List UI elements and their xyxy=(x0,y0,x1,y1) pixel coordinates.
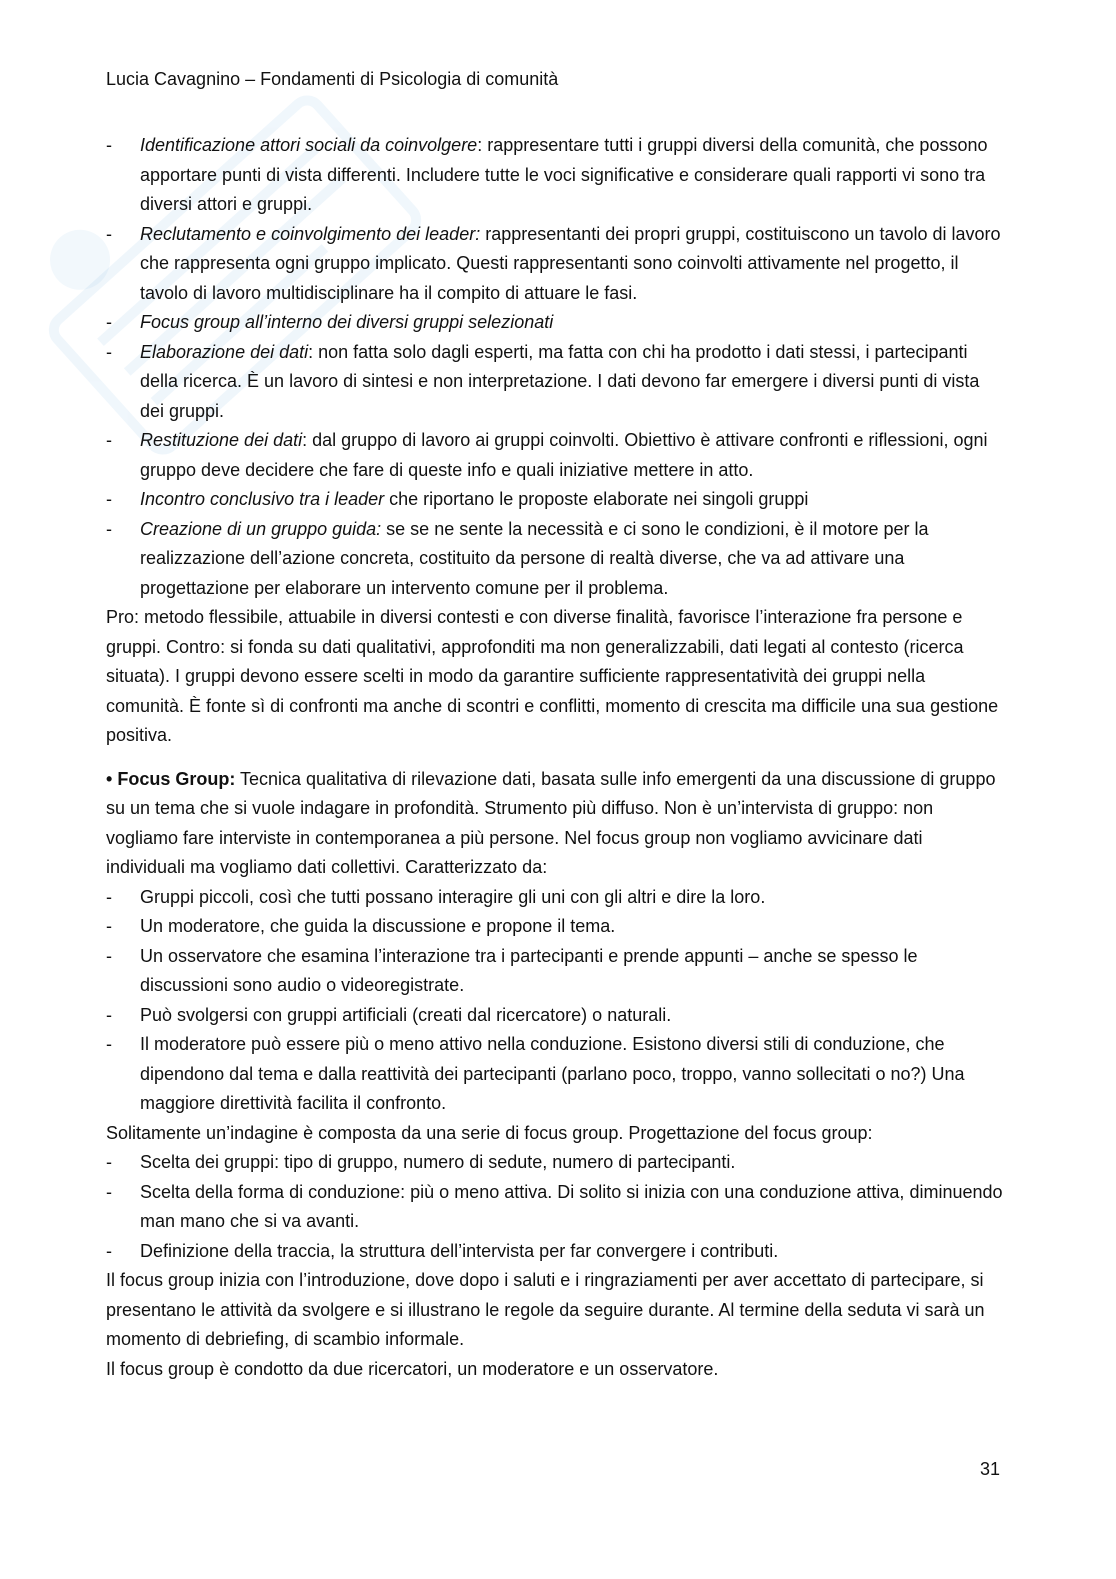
list-item: - Scelta della forma di conduzione: più o meno attiva. Di solito si inizia con una conduzione attiva, diminuendo man mano che si va avanti. xyxy=(106,1178,1006,1237)
step-term: Focus group all’interno dei diversi gruppi selezionati xyxy=(140,312,554,332)
method-steps-list xyxy=(106,131,1006,603)
list-item xyxy=(106,426,1006,485)
page-number: 31 xyxy=(980,1459,1001,1479)
list-item xyxy=(106,515,1006,604)
bullet-glyph: • xyxy=(106,768,113,789)
list-item: - Il moderatore può essere più o meno attivo nella conduzione. Esistono diversi stili di conduzione, che dipendono dal tema e dalla reattività dei partecipanti (parlano poco, troppo, vanno sollecitati o no?) Una maggiore direttività facilita il confronto. xyxy=(106,1030,1006,1119)
step-text: se se ne sente la necessità e ci sono le condizioni, è il motore per la realizzazione dell’azione concreta, costituito da persone di realtà diverse, che va ad attivare una progettazione per elaborare un intervento comune per il problema. xyxy=(140,518,929,598)
step-term: Restituzione dei dati xyxy=(140,430,303,450)
focus-intro-text: Tecnica qualitativa di rilevazione dati, basata sulle info emergenti da una discussione di gruppo su un tema che si vuole indagare in profondità. Strumento più diffuso. Non è un’intervista di gruppo: non vogliamo fare interviste in contemporanea a più persone. Nel focus group non vogliamo avvicinare dati individuali ma vogliamo dati collettivi. Caratterizzato da: xyxy=(106,768,996,877)
focus-traits-list xyxy=(106,883,1006,1119)
list-item: - Gruppi piccoli, così che tutti possano interagire gli uni con gli altri e dire la loro. xyxy=(106,883,1006,913)
closing-paragraph: Il focus group inizia con l’introduzione, dove dopo i saluti e i ringraziamenti per aver accettato di partecipare, si presentano le attività da svolgere e si illustrano le regole da seguire durante. Al termine della seduta vi sarà un momento di debriefing, di scambio informale. xyxy=(106,1270,985,1349)
list-item: - Un osservatore che esamina l’interazione tra i partecipanti e prende appunti – anche se spesso le discussioni sono audio o videoregistrate. xyxy=(106,942,1006,1001)
section-heading: Focus Group: xyxy=(117,768,236,789)
page-header: Lucia Cavagnino – Fondamenti di Psicologia di comunità xyxy=(106,69,559,89)
list-item: - Un moderatore, che guida la discussione e propone il tema. xyxy=(106,912,1006,942)
list-item: - Scelta dei gruppi: tipo di gruppo, numero di sedute, numero di partecipanti. xyxy=(106,1148,1006,1178)
design-steps-list xyxy=(106,1148,1006,1266)
step-term: Incontro conclusivo tra i leader xyxy=(140,489,385,509)
step-term: Reclutamento e coinvolgimento dei leader: xyxy=(140,223,481,244)
list-item: - Può svolgersi con gruppi artificiali (creati dal ricercatore) o naturali. xyxy=(106,1001,1006,1031)
step-text: che riportano le proposte elaborate nei singoli gruppi xyxy=(384,489,809,509)
pro-contro-paragraph: Pro: metodo flessibile, attuabile in diversi contesti e con diverse finalità, favorisce l’interazione fra persone e gruppi. Contro: si fonda su dati qualitativi, approfonditi ma non generalizzabili, dati legati al contesto (ricerca situata). I gruppi devono essere scelti in modo da garantire sufficiente rappresentatività dei gruppi nella comunità. È fonte sì di confronti ma anche di scontri e conflitti, momento di crescita ma difficile una sua gestione positiva. xyxy=(106,607,999,745)
list-item xyxy=(106,131,1006,220)
list-item xyxy=(106,220,1006,309)
step-term: Elaborazione dei dati xyxy=(140,341,309,362)
list-item xyxy=(106,338,1006,427)
page-body xyxy=(106,131,1006,1384)
design-intro-paragraph: Solitamente un’indagine è composta da una serie di focus group. Progettazione del focus group: xyxy=(106,1122,873,1143)
step-text: : dal gruppo di lavoro ai gruppi coinvolti. Obiettivo è attivare confronti e riflessioni, ogni gruppo deve decidere che fare di queste info e quali iniziative mettere in atto. xyxy=(140,430,988,480)
step-text: : rappresentare tutti i gruppi diversi della comunità, che possono apportare punti di vista differenti. Includere tutte le voci significative e considerare quali rapporti vi sono tra diversi attori e gruppi. xyxy=(140,135,988,214)
step-text: rappresentanti dei propri gruppi, costituiscono un tavolo di lavoro che rappresenta ogni gruppo implicato. Questi rappresentanti sono coinvolti attivamente nel progetto, il tavolo di lavoro multidisciplinare ha il compito di attuare le fasi. xyxy=(140,223,1001,303)
closing-paragraph-2: Il focus group è condotto da due ricercatori, un moderatore e un osservatore. xyxy=(106,1358,719,1379)
list-item xyxy=(106,485,1006,515)
list-item xyxy=(106,308,1006,338)
focus-group-intro xyxy=(106,765,1006,883)
step-term: Creazione di un gruppo guida: xyxy=(140,518,382,539)
list-item: - Definizione della traccia, la struttura dell’intervista per far convergere i contributi. xyxy=(106,1237,1006,1267)
step-text: : non fatta solo dagli esperti, ma fatta con chi ha prodotto i dati stessi, i partecipanti della ricerca. È un lavoro di sintesi e non interpretazione. I dati devono far emergere i diversi punti di vista dei gruppi. xyxy=(140,341,980,421)
step-term: Identificazione attori sociali da coinvolgere xyxy=(140,135,478,155)
